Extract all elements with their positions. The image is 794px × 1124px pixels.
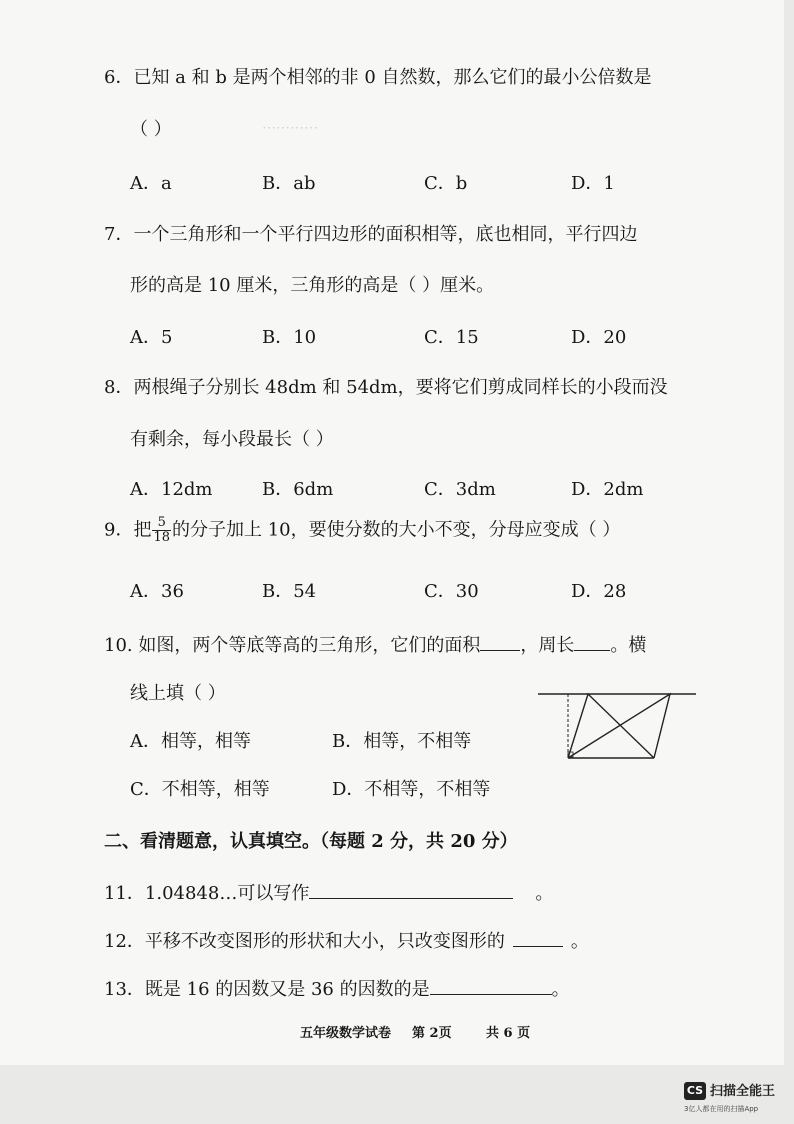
area-answer-blank[interactable] <box>480 632 520 651</box>
fraction-denominator: 18 <box>153 530 170 545</box>
question-7-line-1: 7．一个三角形和一个平行四边形的面积相等，底也相同，平行四边 <box>104 224 638 245</box>
question-12-blank[interactable] <box>513 928 563 947</box>
question-13-blank[interactable] <box>430 976 552 995</box>
camscanner-logo-icon: CS <box>684 1082 706 1100</box>
question-11-blank[interactable] <box>309 880 513 899</box>
question-9-suffix: 的分子加上 10，要使分数的大小不变，分母应变成（ ） <box>172 519 621 541</box>
footer-page-number: 第 2页 <box>412 1026 452 1041</box>
question-10-line-2: 线上填（ ） <box>130 683 226 704</box>
question-12-end: 。 <box>570 931 589 952</box>
question-10-part-3: 。横 <box>610 635 647 656</box>
question-7-option-d: D．20 <box>571 327 627 348</box>
question-11-end: 。 <box>535 883 554 904</box>
question-12 <box>104 928 589 954</box>
question-10-part-2: ，周长 <box>520 635 575 656</box>
question-6-option-a: A．a <box>130 173 172 194</box>
question-10-part-1: 10. 如图，两个等底等高的三角形，它们的面积 <box>104 635 481 656</box>
question-8-line-2: 有剩余，每小段最长（ ） <box>130 429 334 450</box>
question-7-line-2: 形的高是 10 厘米，三角形的高是（ ）厘米。 <box>130 275 495 296</box>
triangle-2 <box>568 694 670 758</box>
question-9-option-d: D．28 <box>571 581 627 602</box>
question-9-option-c: C．30 <box>424 581 479 602</box>
triangles-figure <box>536 690 698 762</box>
question-8-option-d: D．2dm <box>571 479 644 500</box>
question-6-option-b: B．ab <box>262 173 316 194</box>
fraction-numerator: 5 <box>152 516 171 531</box>
fraction-5-18 <box>152 516 171 545</box>
question-6-line-1: 6．已知 a 和 b 是两个相邻的非 0 自然数，那么它们的最小公倍数是 <box>104 67 652 88</box>
question-9-option-a: A．36 <box>130 581 184 602</box>
question-9-option-b: B．54 <box>262 581 317 602</box>
question-8-option-a: A．12dm <box>130 479 213 500</box>
question-13-end: 。 <box>551 979 570 1000</box>
footer-total-pages: 共 6 页 <box>486 1026 531 1041</box>
question-7-option-c: C．15 <box>424 327 479 348</box>
question-6-option-d: D．1 <box>571 173 615 194</box>
bleed-through-text: ⋯⋯⋯⋯ <box>262 120 318 136</box>
section-2-title: 二、看清题意，认真填空。（每题 2 分，共 20 分） <box>104 831 518 852</box>
question-6-option-c: C．b <box>424 173 468 194</box>
question-6-answer-bracket: （ ） <box>130 119 172 140</box>
question-10-line-1 <box>104 632 646 658</box>
question-11 <box>104 880 553 906</box>
question-10-option-c: C．不相等，相等 <box>130 779 270 800</box>
question-8-option-b: B．6dm <box>262 479 334 500</box>
question-8-line-1: 8．两根绳子分别长 48dm 和 54dm，要将它们剪成同样长的小段而没 <box>104 377 668 398</box>
camscanner-tagline: 3亿人都在用的扫描App <box>684 1105 759 1113</box>
camscanner-brand-name: 扫描全能王 <box>710 1084 776 1099</box>
question-9-line-1 <box>104 516 620 545</box>
question-13-text: 13．既是 16 的因数又是 36 的因数的是 <box>104 979 430 1000</box>
question-12-text: 12．平移不改变图形的形状和大小，只改变图形的 <box>104 931 505 952</box>
question-13 <box>104 976 570 1002</box>
question-7-option-a: A．5 <box>130 327 173 348</box>
question-10-option-a: A．相等，相等 <box>130 731 251 752</box>
question-11-text: 11．1.04848…可以写作 <box>104 883 310 904</box>
perimeter-answer-blank[interactable] <box>574 632 610 651</box>
question-10-option-d: D．不相等，不相等 <box>332 779 491 800</box>
question-7-option-b: B．10 <box>262 327 317 348</box>
question-9-prefix: 9．把 <box>104 519 152 541</box>
footer-exam-name: 五年级数学试卷 <box>300 1026 392 1041</box>
triangle-1 <box>568 694 654 758</box>
question-10-option-b: B．相等，不相等 <box>332 731 472 752</box>
question-8-option-c: C．3dm <box>424 479 496 500</box>
